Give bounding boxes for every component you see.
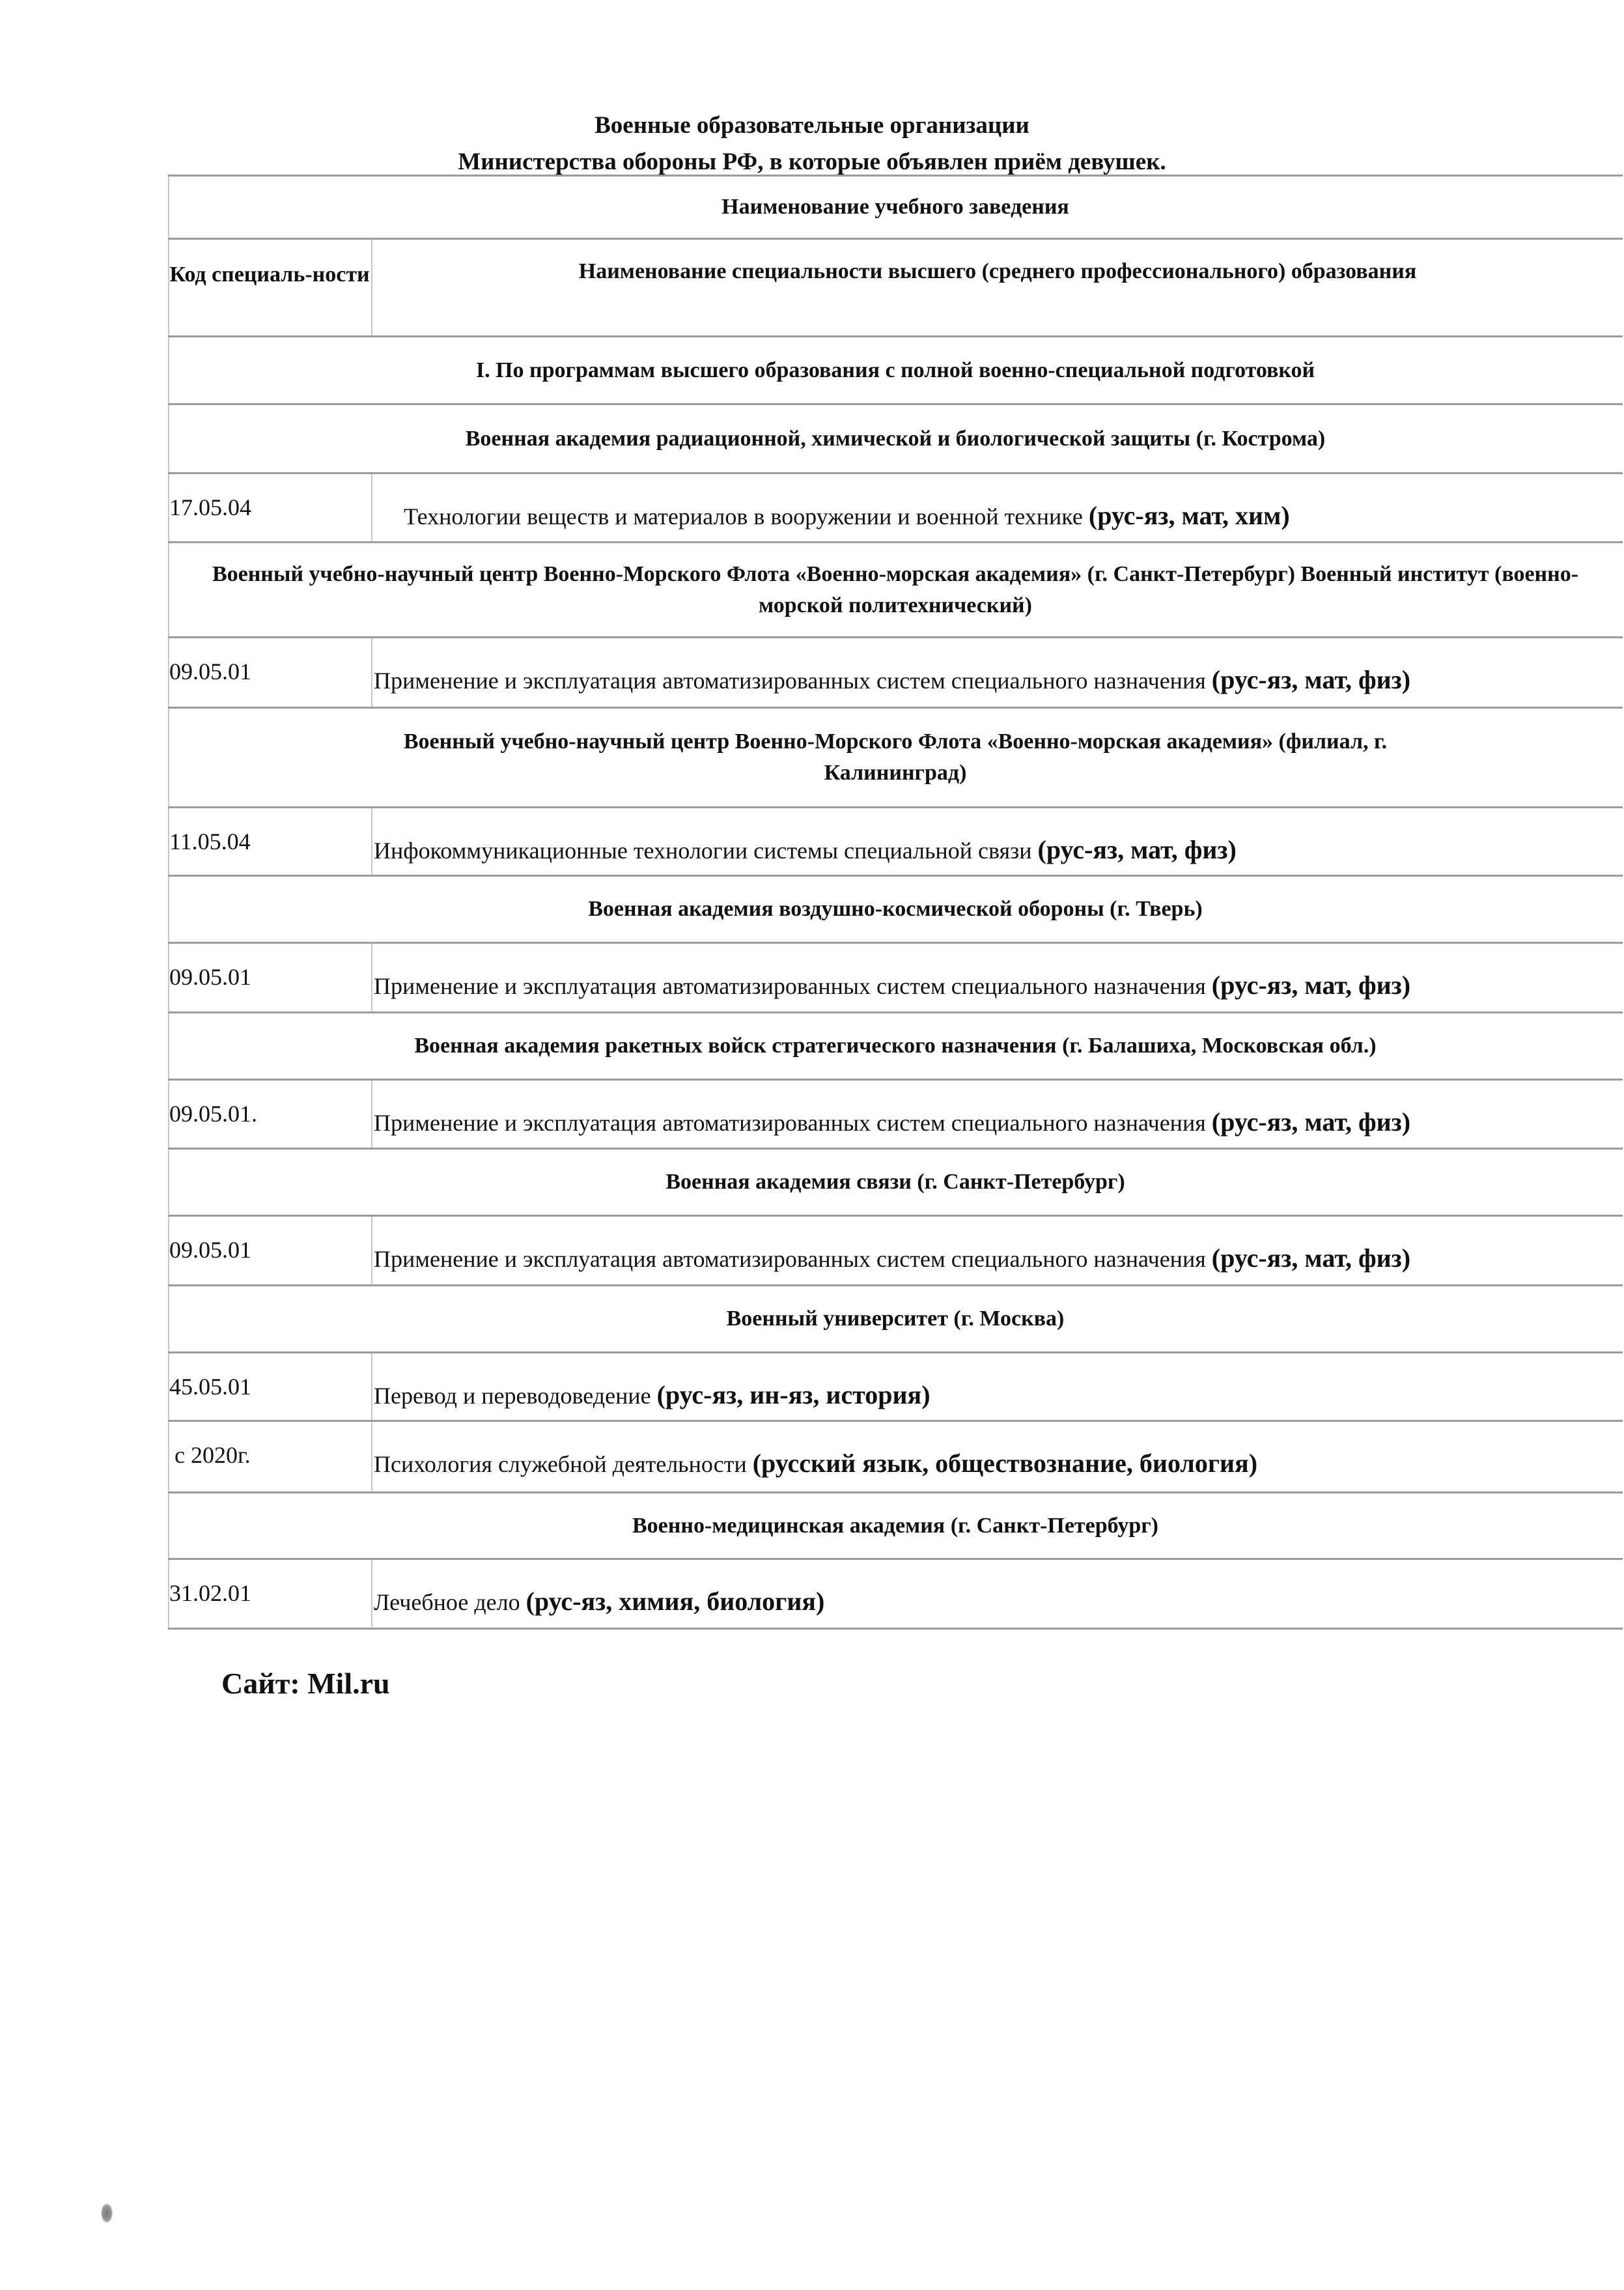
program-row <box>168 1079 1623 1148</box>
program-subjects: (рус-яз, ин-яз, история) <box>656 1380 931 1409</box>
institution-name: Военная академия ракетных войск стратегического назначения (г. Балашиха, Московская обл.) <box>414 1034 1377 1058</box>
document-title <box>0 107 1624 180</box>
institution-name: Военная академия радиационной, химической и биологической защиты (г. Кострома) <box>465 426 1326 451</box>
institution-name: Военный учебно-научный центр Военно-Морского Флота «Военно-морская академия» (филиал, г. Калининград) <box>403 729 1388 785</box>
title-line-1: Военные образовательные организации <box>595 112 1029 139</box>
institution-name: Военно-медицинская академия (г. Санкт-Петербург) <box>632 1513 1158 1538</box>
institution-row <box>168 541 1623 636</box>
institution-name: Военная академия связи (г. Санкт-Петербург) <box>665 1170 1125 1194</box>
institution-row <box>168 1491 1623 1558</box>
program-subjects: (рус-яз, мат, физ) <box>1211 1243 1411 1273</box>
program-code: 45.05.01 <box>168 1353 372 1420</box>
program-name: Применение и эксплуатация автоматизированных систем специального назначения <box>374 1246 1206 1272</box>
header-code-label: Код специаль-ности <box>169 262 370 287</box>
header-institution: Наименование учебного заведения <box>721 195 1069 219</box>
program-specialty <box>372 1081 1623 1148</box>
institution-row <box>168 403 1623 472</box>
institution-row <box>168 707 1623 806</box>
institution-name: Военный учебно-научный центр Военно-Морского Флота «Военно-морская академия» (г. Санкт-Петербург) Военный институт (военно-морской политехнический) <box>212 561 1579 617</box>
program-code: 17.05.04 <box>168 474 372 541</box>
institutions-table <box>168 175 1623 1630</box>
program-subjects: (рус-яз, мат, физ) <box>1211 1107 1411 1137</box>
header-code <box>168 240 372 335</box>
program-code: 09.05.01 <box>168 944 372 1011</box>
program-subjects: (рус-яз, мат, физ) <box>1211 665 1411 694</box>
program-row <box>168 806 1623 875</box>
program-name: Перевод и переводоведение <box>374 1383 651 1409</box>
section-row <box>168 335 1623 403</box>
program-specialty <box>372 1353 1623 1420</box>
program-row <box>168 1420 1623 1491</box>
program-row <box>168 1558 1623 1630</box>
program-code: 31.02.01 <box>168 1560 372 1628</box>
program-specialty <box>372 1217 1623 1284</box>
institution-row <box>168 1284 1623 1351</box>
institution-row <box>168 1148 1623 1215</box>
section-title: I. По программам высшего образования с полной военно-специальной подготовкой <box>475 358 1315 382</box>
title-line-2: Министерства обороны РФ, в которые объявлен приём девушек. <box>458 148 1166 175</box>
institution-row <box>168 1011 1623 1079</box>
program-specialty <box>372 638 1623 707</box>
program-subjects: (рус-яз, мат, физ) <box>1211 970 1411 1000</box>
program-name: Психология служебной деятельности <box>374 1451 747 1477</box>
institution-name: Военный университет (г. Москва) <box>726 1307 1065 1331</box>
program-row <box>168 1351 1623 1420</box>
program-name: Лечебное дело <box>374 1589 520 1615</box>
program-subjects: (рус-яз, мат, хим) <box>1088 501 1290 530</box>
program-specialty <box>372 944 1623 1011</box>
program-row <box>168 472 1623 541</box>
institution-row <box>168 875 1623 942</box>
program-specialty <box>372 474 1623 541</box>
program-name: Применение и эксплуатация автоматизированных систем специального назначения <box>374 973 1206 999</box>
program-code: 09.05.01 <box>168 638 372 707</box>
program-code: 11.05.04 <box>168 808 372 875</box>
program-code: 09.05.01. <box>168 1081 372 1148</box>
program-row <box>168 942 1623 1011</box>
program-specialty <box>372 808 1623 875</box>
header-row-columns <box>168 238 1623 335</box>
program-subjects: (русский язык, обществознание, биология) <box>752 1449 1258 1478</box>
header-row-institution <box>168 175 1623 238</box>
program-name: Применение и эксплуатация автоматизированных систем специального назначения <box>374 668 1206 694</box>
program-row <box>168 636 1623 707</box>
program-subjects: (рус-яз, химия, биология) <box>525 1587 825 1616</box>
program-name: Применение и эксплуатация автоматизированных систем специального назначения <box>374 1110 1206 1136</box>
website-label: Сайт: Mil.ru <box>221 1667 390 1700</box>
program-name: Инфокоммуникационные технологии системы специальной связи <box>374 838 1032 864</box>
scan-speck <box>101 2203 113 2223</box>
program-code: с 2020г. <box>168 1422 372 1491</box>
header-specialty: Наименование специальности высшего (среднего профессионального) образования <box>578 259 1417 283</box>
program-name: Технологии веществ и материалов в вооружении и военной технике <box>404 503 1083 530</box>
institution-name: Военная академия воздушно-космической обороны (г. Тверь) <box>588 897 1203 921</box>
program-subjects: (рус-яз, мат, физ) <box>1037 835 1237 864</box>
program-specialty <box>372 1560 1623 1628</box>
program-row <box>168 1215 1623 1284</box>
program-specialty <box>372 1422 1623 1491</box>
program-code: 09.05.01 <box>168 1217 372 1284</box>
